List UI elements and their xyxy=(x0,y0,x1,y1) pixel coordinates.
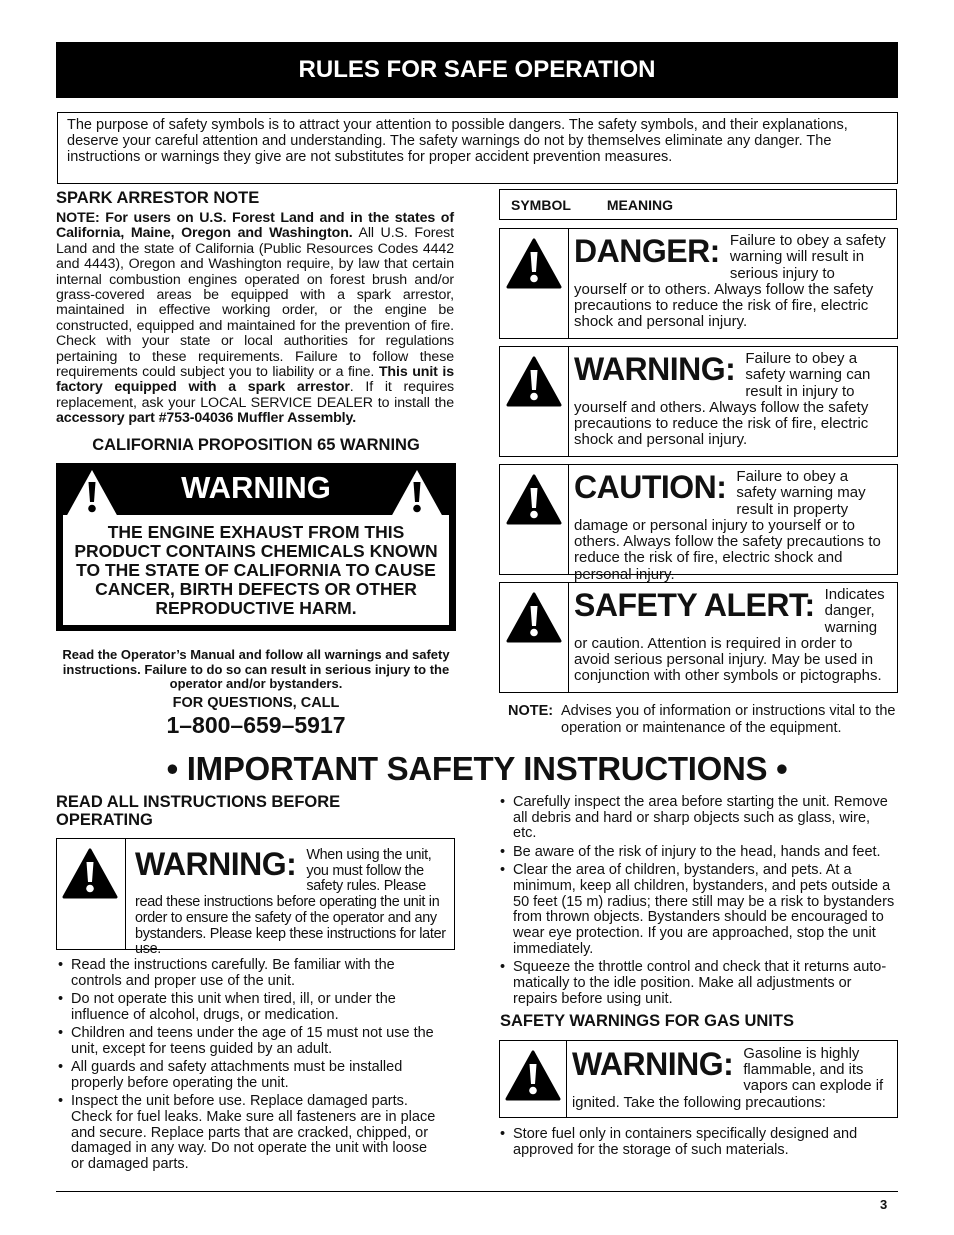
symbol-row-warning xyxy=(499,346,898,457)
read-manual-text: Read the Operator’s Manual and follow all warnings and safety instructions. Failure to do so can result in serious injury to the operator and/or bystanders. xyxy=(62,647,450,692)
spark-heading: SPARK ARRESTOR NOTE xyxy=(56,189,260,207)
read-all-heading: READ ALL INSTRUCTIONS BEFORE OPERATING xyxy=(56,793,341,829)
meaning-column-header: MEANING xyxy=(606,196,674,213)
warning-lead: Failure to obey a safety warning can xyxy=(745,350,871,384)
symbol-meaning xyxy=(574,351,891,449)
prop65-heading: CALIFORNIA PROPOSITION 65 WARNING xyxy=(92,436,420,454)
symbol-cell xyxy=(500,583,569,692)
symbol-column-header: SYMBOL xyxy=(511,196,571,213)
right-bullet-list xyxy=(499,795,897,1010)
prop65-title: WARNING xyxy=(181,470,331,505)
read-all-warning-word: WARNING: xyxy=(135,846,297,882)
symbol-row-safety-alert xyxy=(499,582,898,693)
note-label: NOTE: xyxy=(508,703,554,719)
list-item: • Be aware of the risk of injury to the head, hands and feet. xyxy=(499,845,897,861)
prop65-body-panel xyxy=(63,515,449,625)
alert-triangle-icon xyxy=(506,237,562,291)
list-item: • Clear the area of children, bystanders, and pets. At a minimum, keep all children, bystanders, and pets outside a 50 feet (15 m) radius; there still may be a risk to bystanders from thrown objects. Bystanders should be encouraged to wear eye protection. If you are approached, stop the unit immediately. xyxy=(499,863,897,957)
read-all-warning-rest: safety rules. Please read these instructions before operating the unit in order to ensure the safety of the operator and any bystanders. Please keep these instructions for later use. xyxy=(135,878,446,958)
gas-warning-lead: Gasoline is highly flammable, and its xyxy=(743,1046,864,1079)
footer-divider xyxy=(56,1191,898,1192)
danger-lead: Failure to obey a safety warning will xyxy=(729,232,886,266)
list-item: • Carefully inspect the area before starting the unit. Remove all debris and hard or sharp objects such as glass, wire, etc. xyxy=(499,795,897,842)
note-block xyxy=(508,703,898,736)
list-item: • Read the instructions carefully. Be familiar with the controls and proper use of the unit. xyxy=(57,958,439,989)
symbol-meaning xyxy=(574,233,891,331)
symbol-cell xyxy=(500,1041,567,1117)
spark-paragraph xyxy=(56,211,454,427)
gas-warning-box xyxy=(499,1040,898,1118)
list-item: • Children and teens under the age of 15 must not use the unit, except for teens guided by an adult. xyxy=(57,1026,439,1057)
alert-triangle-icon xyxy=(506,473,562,527)
spark-bold-1: NOTE: For users on U.S. Forest Land and in the states of California, Maine, Oregon and Washington. xyxy=(56,210,454,242)
symbol-row-danger xyxy=(499,228,898,339)
gas-warning-rest: vapors can explode if ignited. Take the following precautions: xyxy=(572,1078,884,1111)
list-item: • Squeeze the throttle control and check that it returns auto-matically to the idle position. Make all adjustments or repairs before using unit. xyxy=(499,960,897,1007)
caution-word: CAUTION: xyxy=(574,469,727,505)
caution-lead: Failure to obey a safety warning may xyxy=(736,468,866,502)
alert-triangle-icon xyxy=(506,591,562,645)
alert-triangle-icon xyxy=(505,1049,561,1103)
section-header xyxy=(56,42,898,98)
list-item: • Inspect the unit before use. Replace damaged parts. Check for fuel leaks. Make sure all fasteners are in place and secure. Replace parts that are cracked, chipped, or damaged in any way. Do not operate the unit with loose or damaged parts. xyxy=(57,1094,439,1173)
safety-alert-word: SAFETY ALERT: xyxy=(574,587,815,623)
warning-rest: result in injury to yourself and others. Always follow the safety precautions to reduce the risk of fire, electric shock and personal injury. xyxy=(574,382,869,449)
questions-label: FOR QUESTIONS, CALL xyxy=(172,695,340,711)
symbol-cell xyxy=(500,465,569,574)
symbol-row-caution xyxy=(499,464,898,583)
gas-warning-text xyxy=(572,1046,891,1111)
read-all-warning-lead: When using the unit, you must follow the xyxy=(306,847,432,879)
alert-triangle-icon xyxy=(506,355,562,409)
list-item: • Store fuel only in containers specifically designed and approved for the storage of such materials. xyxy=(499,1127,897,1158)
spark-bold-3: accessory part #753-04036 Muffler Assembly. xyxy=(56,410,357,427)
symbol-cell xyxy=(500,229,569,338)
symbol-cell xyxy=(500,347,569,456)
phone-number: 1–800–659–5917 xyxy=(166,712,346,738)
warning-triangle-icon xyxy=(389,467,445,521)
symbol-cell xyxy=(57,839,126,949)
read-all-warning-box xyxy=(56,838,455,958)
intro-box: The purpose of safety symbols is to attract your attention to possible dangers. The safety symbols, and their explanations, deserve your careful attention and understanding. The safety warnings do not by themselves eliminate any danger. The instructions or warnings they give are not substitutes for proper accident prevention measures. xyxy=(57,112,898,184)
list-item: • Do not operate this unit when tired, ill, or under the influence of alcohol, drugs, or medication. xyxy=(57,992,439,1023)
page-number: 3 xyxy=(880,1197,888,1212)
section-title: RULES FOR SAFE OPERATION xyxy=(298,56,656,83)
safety-alert-rest: warning or caution. Attention is required in order to avoid serious personal injury. May be used in conjunction with other symbols or pictographs. xyxy=(574,618,882,685)
prop65-warning-box xyxy=(56,463,456,631)
note-text: Advises you of information or instructions vital to the operation or maintenance of the equipment. xyxy=(561,703,896,736)
warning-word: WARNING: xyxy=(574,351,736,387)
important-safety-title: • IMPORTANT SAFETY INSTRUCTIONS • xyxy=(166,750,788,787)
caution-rest: result in property damage or personal injury to yourself or to others. Always follow the safety precautions to reduce the risk of fire, electric shock and personal injury. xyxy=(574,500,881,583)
danger-word: DANGER: xyxy=(574,233,720,269)
left-bullet-list xyxy=(57,958,439,1176)
prop65-body: THE ENGINE EXHAUST FROM THIS PRODUCT CONTAINS CHEMICALS KNOWN TO THE STATE OF CALIFORNIA TO CAUSE CANCER, BIRTH DEFECTS OR OTHER REPRODUCTIVE HARM. xyxy=(74,521,438,618)
symbol-meaning xyxy=(574,587,891,685)
spark-text-2: . If it requires replacement, ask your LOCAL SERVICE DEALER to install the xyxy=(56,379,455,411)
danger-rest: result in serious injury to yourself or to others. Always follow the safety precautions to reduce the risk of fire, electric shock and personal injury. xyxy=(574,248,874,331)
symbol-table-header xyxy=(499,189,897,220)
gas-bullet-list xyxy=(499,1127,897,1161)
spark-bold-2: This unit is factory equipped with a spark arrestor xyxy=(56,364,455,396)
read-all-warning-text xyxy=(135,848,448,958)
symbol-meaning xyxy=(574,469,891,583)
safety-alert-lead: Indicates danger, xyxy=(824,586,885,620)
alert-triangle-icon xyxy=(62,847,118,901)
gas-warning-word: WARNING: xyxy=(572,1046,734,1082)
list-item: • All guards and safety attachments must be installed properly before operating the unit. xyxy=(57,1060,439,1091)
spark-text-1: All U.S. Forest Land and the state of California (Public Resources Codes 4442 and 4443), Oregon and Washington require, by law that certain internal combustion engines operated on forest brush and/or grass-covered areas be equipped with a spark arrestor, maintained in effective working order, or the engine be constructed, equipped and maintained for the prevention of fire. Check with your state or local authorities for regulations pertaining to these requirements. Failure to follow these requirements could subject you to liability or a fine. xyxy=(56,225,454,381)
gas-heading: SAFETY WARNINGS FOR GAS UNITS xyxy=(500,1012,794,1030)
